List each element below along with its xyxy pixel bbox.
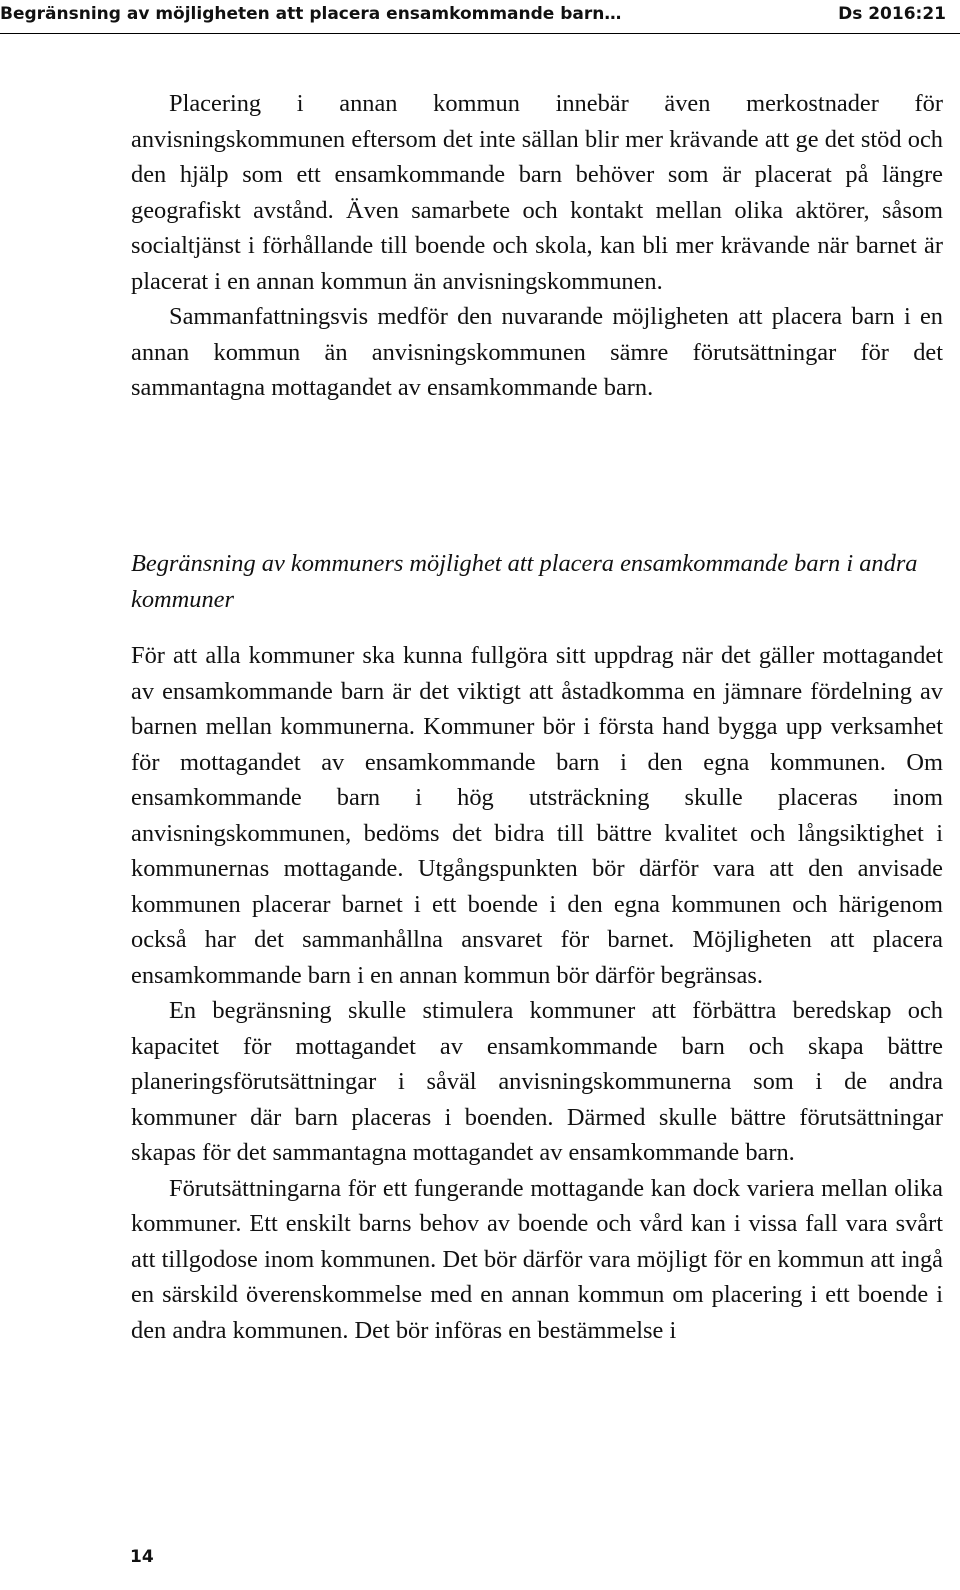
running-header bbox=[0, 0, 960, 34]
paragraph: Placering i annan kommun innebär även merkostnader för anvisningskommunen eftersom det inte sällan blir mer krävande att ge det stöd och den hjälp som ett ensamkommande barn behöver som är placerat på längre geografiskt avstånd. Även samarbete och kontakt mellan olika aktörer, såsom socialtjänst i förhållande till boende och skola, kan bli mer krävande när barnet är placerat i en annan kommun än anvisningskommunen. bbox=[131, 90, 943, 295]
paragraph: En begränsning skulle stimulera kommuner att förbättra beredskap och kapacitet för mottagandet av ensamkommande barn och skapa bättre planeringsförutsättningar i såväl anvisningskommunerna som i de andra kommuner där barn placeras i boenden. Därmed skulle bättre förutsättningar skapas för det sammantagna mottagandet av ensamkommande barn. bbox=[131, 997, 943, 1166]
paragraph: Sammanfattningsvis medför den nuvarande möjligheten att placera barn i en annan kommun än anvisningskommunen sämre förutsättningar för det sammantagna mottagandet av ensamkommande barn. bbox=[131, 303, 943, 401]
header-title: Begränsning av möjligheten att placera ensamkommande barn… bbox=[0, 4, 622, 24]
section-heading: Begränsning av kommuners möjlighet att placera ensamkommande barn i andra kommuner bbox=[131, 550, 918, 613]
paragraph: Förutsättningarna för ett fungerande mottagande kan dock variera mellan olika kommuner. Ett enskilt barns behov av boende och vård kan i vissa fall vara svårt att tillgodose inom kommunen. Det bör därför vara möjligt för en kommun att ingå en särskild överenskommelse med en annan kommun om placering i ett boende i den andra kommunen. Det bör införas en bestämmelse i bbox=[131, 1174, 943, 1344]
body-text-bottom bbox=[131, 638, 943, 1348]
paragraph: För att alla kommuner ska kunna fullgöra sitt uppdrag när det gäller mottagandet av ensamkommande barn är det viktigt att åstadkomma en jämnare fördelning av barnen mellan kommunerna. Kommuner bör i första hand bygga upp verksamhet för mottagandet av ensamkommande barn i den egna kommunen. Om ensamkommande barn i hög utsträckning skulle placeras inom anvisningskommunen, bedöms det bidra till bättre kvalitet och långsiktighet i kommunernas mottagande. Utgångspunkten bör därför vara att den anvisade kommunen placerar barnet i ett boende i den egna kommunen och härigenom också har det sammanhållna ansvaret för barnet. Möjligheten att placera ensamkommande barn i en annan kommun bör därför begränsas. bbox=[131, 642, 943, 989]
body-text-top bbox=[131, 86, 943, 406]
header-document-id: Ds 2016:21 bbox=[838, 4, 946, 24]
page-number: 14 bbox=[130, 1547, 154, 1567]
